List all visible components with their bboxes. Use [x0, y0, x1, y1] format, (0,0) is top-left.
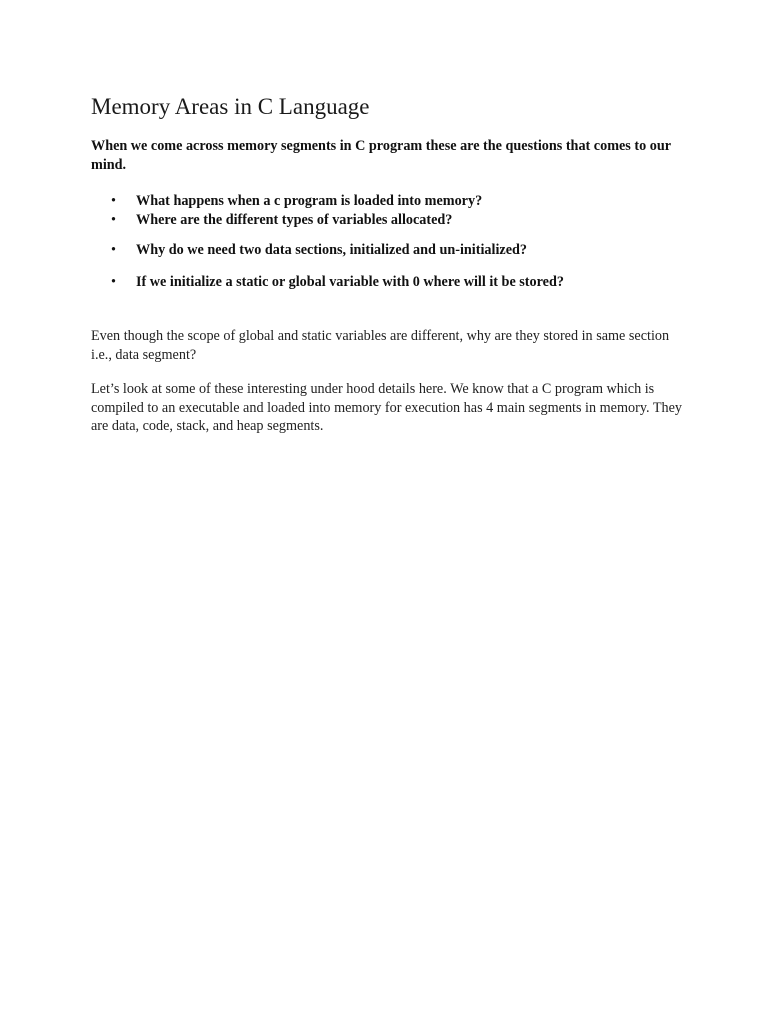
- page-title: Memory Areas in C Language: [91, 94, 370, 119]
- body-paragraph: Even though the scope of global and static variables are different, why are they stored in same section i.e., data segment?: [91, 328, 670, 363]
- list-item-text: Where are the different types of variables allocated?: [136, 212, 453, 228]
- list-item-text: Why do we need two data sections, initialized and un-initialized?: [136, 242, 527, 258]
- body-paragraph: Let’s look at some of these interesting under hood details here. We know that a C program which is compiled to an executable and loaded into memory for execution has 4 main segments in memory. They are data, code, stack, and heap segments.: [91, 381, 682, 434]
- bullet-icon: •: [111, 242, 116, 258]
- list-item-text: If we initialize a static or global variable with 0 where will it be stored?: [136, 274, 564, 290]
- list-item-text: What happens when a c program is loaded into memory?: [136, 193, 483, 209]
- bullet-icon: •: [111, 274, 116, 290]
- bullet-icon: •: [111, 212, 116, 228]
- intro-paragraph: When we come across memory segments in C program these are the questions that comes to our mind.: [91, 138, 671, 173]
- bullet-icon: •: [111, 193, 116, 209]
